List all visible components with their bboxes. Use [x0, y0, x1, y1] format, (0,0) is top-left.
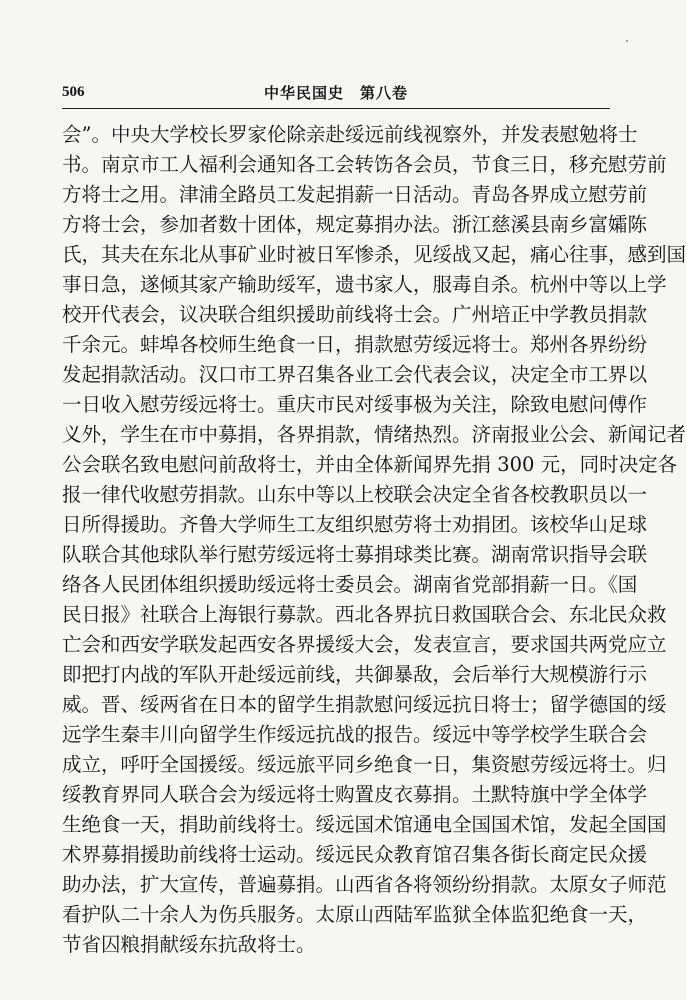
text-line: 绥教育界同人联合会为绥远将士购置皮衣募捐。土默特旗中学全体学: [62, 783, 648, 806]
text-line: 助办法，扩大宣传，普遍募捐。山西省各将领纷纷捐款。太原女子师范: [62, 873, 667, 896]
text-line: 发起捐款活动。汉口市工界召集各业工会代表会议，决定全市工界以: [62, 363, 648, 386]
scan-speck: [626, 40, 628, 42]
text-line: 报一律代收慰劳捐款。山东中等以上校联会决定全省各校教职员以一: [62, 483, 648, 506]
text-line: 术界募捐援助前线将士运动。绥远民众教育馆召集各街长商定民众援: [62, 843, 648, 866]
text-line: 氏，其夫在东北从事矿业时被日军惨杀，见绥战又起，痛心往事，感到国: [62, 243, 686, 266]
running-title: 中华民国史 第八卷: [263, 84, 408, 102]
text-line: 即把打内战的军队开赴绥远前线，共御暴敌，会后举行大规模游行示: [62, 663, 648, 686]
text-line: 成立，呼吁全国援绥。绥远旅平同乡绝食一日，集资慰劳绥远将士。归: [62, 753, 667, 776]
text-line: 千余元。蚌埠各校师生绝食一日，捐款慰劳绥远将士。郑州各界纷纷: [62, 333, 648, 356]
text-line: 义外，学生在市中募捐，各界捐款，情绪热烈。济南报业公会、新闻记者: [62, 423, 686, 446]
text-line: 公会联名致电慰问前敌将士，并由全体新闻界先捐 300 元，同时决定各: [62, 453, 678, 476]
text-line: 络各人民团体组织援助绥远将士委员会。湖南省党部捐薪一日。《国: [62, 573, 638, 596]
text-line: 书。南京市工人福利会通知各工会转饬各会员，节食三日，移充慰劳前: [62, 153, 667, 176]
text-line: 校开代表会，议决联合组织援助前线将士会。广州培正中学教员捐款: [62, 303, 648, 326]
page-header: [62, 82, 610, 109]
text-line: 远学生秦丰川向留学生作绥远抗战的报告。绥远中等学校学生联合会: [62, 723, 648, 746]
text-line: 日所得援助。齐鲁大学师生工友组织慰劳将士劝捐团。该校华山足球: [62, 513, 648, 536]
text-line: 一日收入慰劳绥远将士。重庆市民对绥事极为关注，除致电慰问傅作: [62, 393, 648, 416]
text-line: 会”。中央大学校长罗家伦除亲赴绥远前线视察外，并发表慰勉将士: [62, 123, 638, 146]
body-text: [62, 120, 686, 960]
text-line: 队联合其他球队举行慰劳绥远将士募捐球类比赛。湖南常识指导会联: [62, 543, 648, 566]
text-line: 威。晋、绥两省在日本的留学生捐款慰问绥远抗日将士；留学德国的绥: [62, 693, 667, 716]
text-line: 民日报》社联合上海银行募款。西北各界抗日救国联合会、东北民众救: [62, 603, 667, 626]
text-line: 节省囚粮捐献绥东抗敌将士。: [62, 933, 316, 956]
text-line: 方将士会，参加者数十团体，规定募捐办法。浙江慈溪县南乡富孀陈: [62, 213, 648, 236]
page-number: 506: [62, 84, 85, 100]
text-line: 方将士之用。津浦全路员工发起捐薪一日活动。青岛各界成立慰劳前: [62, 183, 648, 206]
text-line: 生绝食一天，捐助前线将士。绥远国术馆通电全国国术馆，发起全国国: [62, 813, 667, 836]
text-line: 事日急，遂倾其家产输助绥军，遗书家人，服毒自杀。杭州中等以上学: [62, 273, 667, 296]
text-line: 亡会和西安学联发起西安各界援绥大会，发表宣言，要求国共两党应立: [62, 633, 667, 656]
text-line: 看护队二十余人为伤兵服务。太原山西陆军监狱全体监犯绝食一天，: [62, 903, 648, 926]
